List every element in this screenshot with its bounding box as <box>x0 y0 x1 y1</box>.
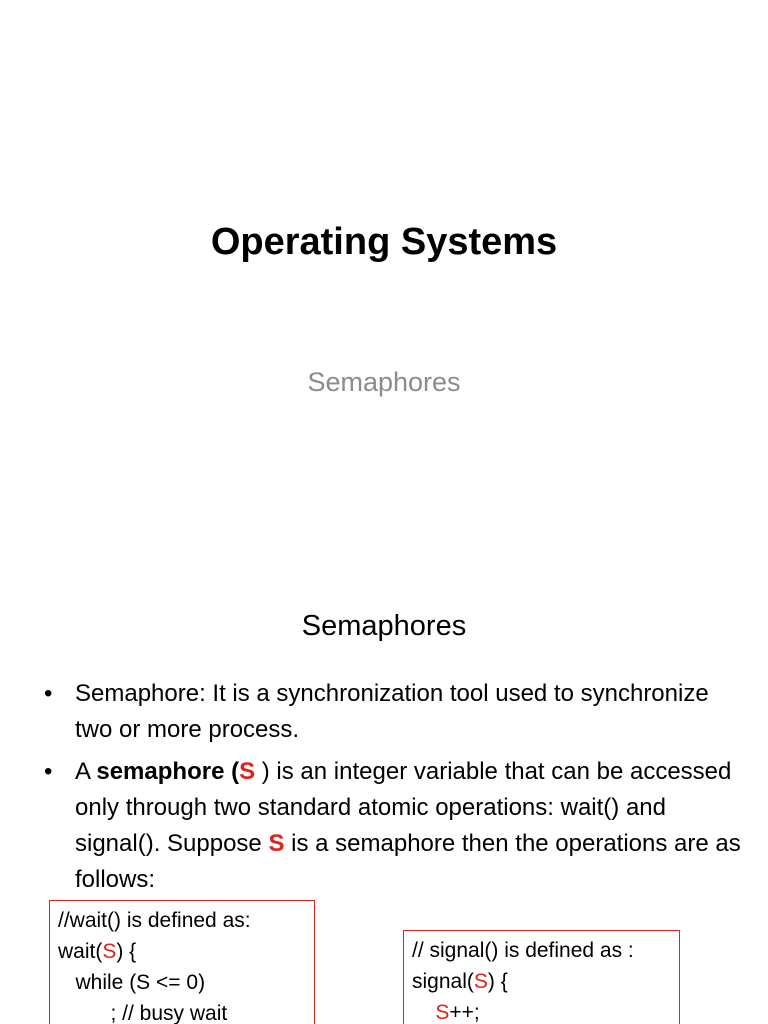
bullet-item-definition <box>44 676 744 748</box>
slide-title: Operating Systems <box>210 221 558 263</box>
code-token: ) { <box>487 970 508 993</box>
bullet-text-part: is a semaphore then the operations are as follows: <box>75 830 741 893</box>
code-variable: S <box>435 1001 450 1024</box>
bullet-text-part: A <box>75 758 97 785</box>
code-token: ) { <box>116 940 137 963</box>
code-line <box>412 997 671 1024</box>
wait-code-box <box>49 900 315 1024</box>
code-line: //wait() is defined as: <box>58 909 251 932</box>
bullet-dot-icon: • <box>44 680 53 707</box>
code-token: wait( <box>58 940 103 963</box>
content-slide <box>0 576 768 1024</box>
slide-subtitle: Semaphores <box>307 367 461 397</box>
code-variable: S <box>473 970 488 993</box>
code-line: // signal() is defined as : <box>412 939 634 962</box>
code-line <box>58 936 306 967</box>
signal-code-box <box>403 930 680 1024</box>
semaphore-variable: S <box>239 758 256 785</box>
semaphore-variable: S <box>268 830 285 857</box>
bullet-list <box>44 676 744 904</box>
bullet-dot-icon: • <box>44 758 53 785</box>
bullet-text-part: is an integer variable that can be accessed only through two standard atomic operations: wait() and signal(). Suppose <box>75 758 732 857</box>
code-token: ++; <box>449 1001 480 1024</box>
content-slide-heading: Semaphores <box>301 610 467 642</box>
code-token <box>412 1001 435 1024</box>
bullet-text: Semaphore: It is a synchronization tool used to synchronize two or more process. <box>75 680 709 743</box>
code-line <box>412 966 671 997</box>
bullet-term: semaphore ( <box>96 758 240 785</box>
code-line: while (S <= 0) <box>58 971 206 994</box>
bullet-item-semaphore <box>44 754 744 898</box>
code-variable: S <box>102 940 117 963</box>
code-line: ; // busy wait <box>58 1002 228 1024</box>
bullet-text-part: ) <box>255 758 270 785</box>
code-token: signal( <box>412 970 474 993</box>
